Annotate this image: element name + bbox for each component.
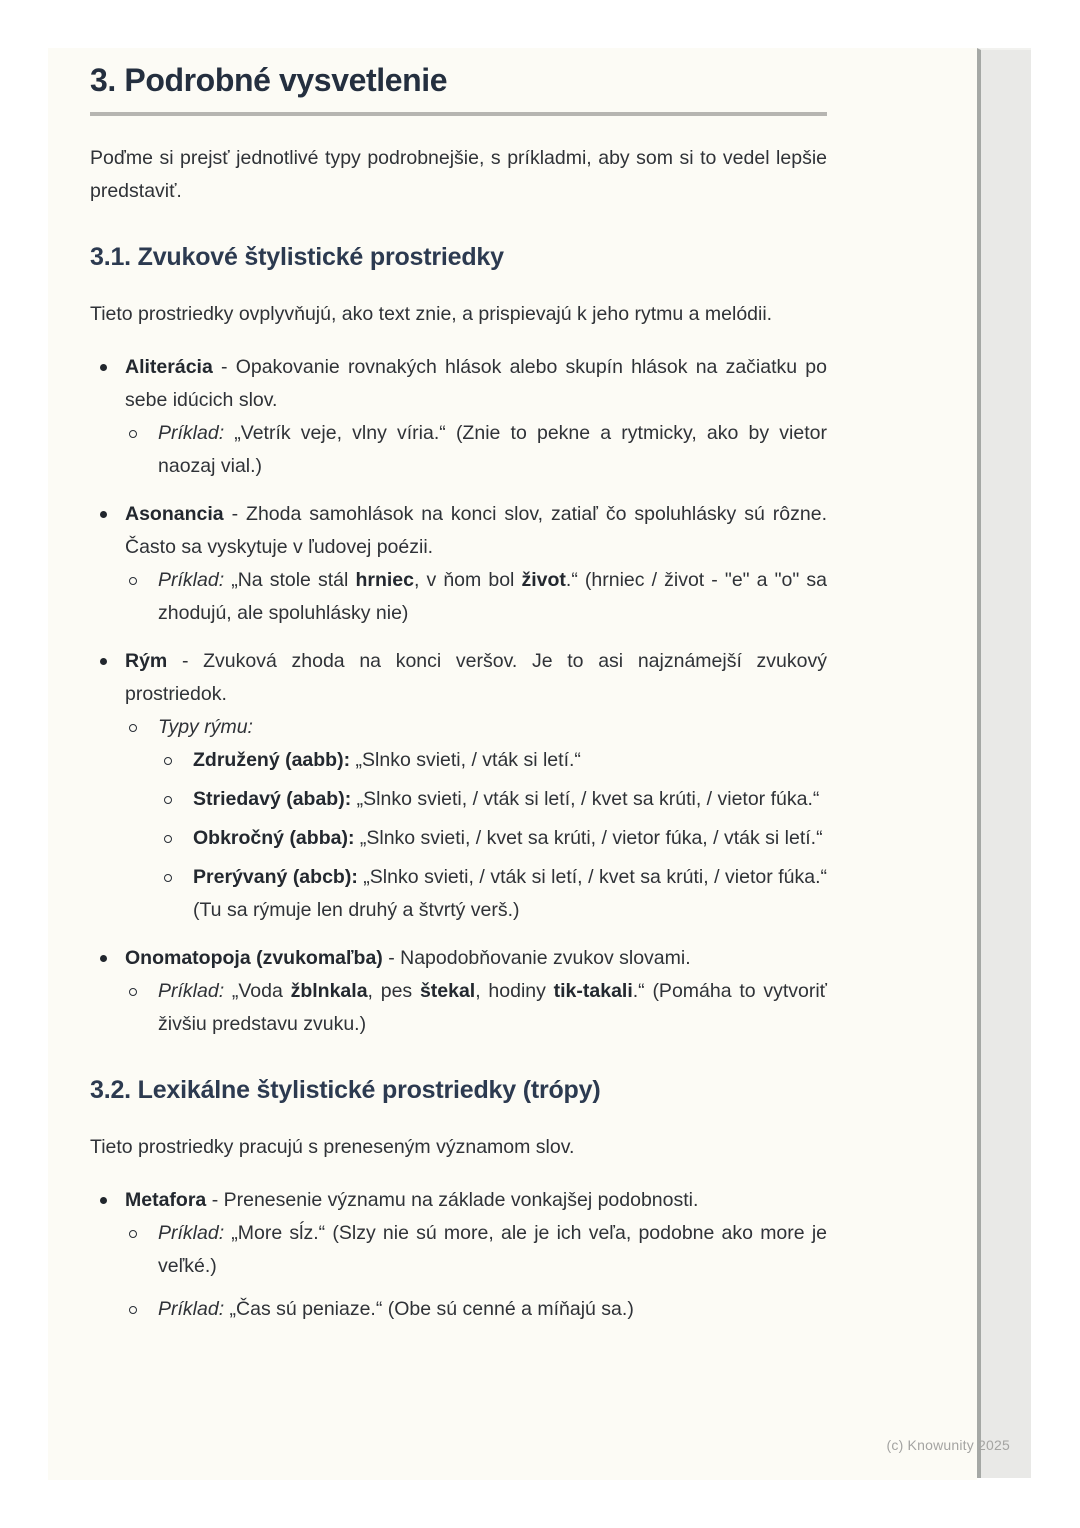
text-segment: Združený (aabb):: [193, 749, 351, 771]
text-segment: - Opakovanie rovnakých hlások alebo skupín hlások na začiatku po sebe idúcich slov.: [125, 356, 827, 411]
list-item: [158, 822, 827, 855]
text-segment: - Napodobňovanie zvukov slovami.: [382, 947, 691, 969]
bullet-list-level-2: [125, 1217, 827, 1326]
bullet-list-level-1: [90, 1184, 827, 1326]
text-segment: život: [521, 569, 566, 591]
page-edge-strip: [977, 48, 1031, 1478]
watermark: (c) Knowunity 2025: [886, 1437, 1010, 1453]
text-segment: Onomatopoja (zvukomaľba): [125, 947, 383, 969]
text-segment: „Čas sú peniaze.“ (Obe sú cenné a míňajú sa.): [224, 1298, 634, 1320]
list-item: [125, 1293, 827, 1326]
text-segment: „Slnko svieti, / vták si letí, / kvet sa krúti, / vietor fúka.“ (Tu sa rýmuje len druhý a štvrtý verš.): [193, 866, 827, 921]
bullet-list-level-2: [125, 975, 827, 1041]
section-3-1: [90, 240, 827, 1041]
intro-paragraph: Poďme si prejsť jednotlivé typy podrobnejšie, s príkladmi, aby som si to vedel lepšie predstaviť.: [90, 147, 827, 202]
list-item: [90, 351, 827, 483]
text-segment: Príklad:: [158, 1222, 225, 1244]
text-segment: Prerývaný (abcb):: [193, 866, 358, 888]
text-segment: Príklad:: [158, 569, 225, 591]
page-title: 3. Podrobné vysvetlenie: [90, 62, 448, 98]
bullet-list-level-3: [158, 744, 827, 927]
list-item: [158, 744, 827, 777]
text-segment: - Zhoda samohlások na konci slov, zatiaľ čo spoluhlásky sú rôzne. Často sa vyskytuje v ľudovej poézii.: [125, 503, 827, 558]
text-segment: hrniec: [355, 569, 414, 591]
section-3-1-list-container: [90, 351, 827, 1041]
text-segment: - Zvuková zhoda na konci veršov. Je to asi najznámejší zvukový prostriedok.: [125, 650, 827, 705]
text-segment: Obkročný (abba):: [193, 827, 355, 849]
text-segment: štekal: [419, 980, 476, 1002]
list-item: [158, 861, 827, 927]
text-segment: .“ (Pomáha to vytvoriť živšiu predstavu zvuku.): [158, 980, 827, 1035]
bullet-list-level-2: [125, 711, 827, 927]
text-segment: Príklad:: [158, 1298, 225, 1320]
list-item: [90, 498, 827, 630]
section-3-1-title: 3.1. Zvukové štylistické prostriedky: [90, 243, 504, 271]
text-segment: „Voda: [224, 980, 291, 1002]
section-3-2: [90, 1073, 827, 1326]
bullet-list-level-2: [125, 564, 827, 630]
text-segment: , pes: [367, 980, 420, 1002]
list-item: [125, 417, 827, 483]
text-segment: Striedavý (abab):: [193, 788, 352, 810]
text-segment: , hodiny: [475, 980, 554, 1002]
text-segment: „Slnko svieti, / vták si letí, / kvet sa krúti, / vietor fúka.“: [351, 788, 820, 810]
list-item: [90, 942, 827, 1041]
list-item: [125, 564, 827, 630]
text-segment: Typy rýmu:: [158, 716, 253, 738]
list-item: [125, 975, 827, 1041]
section-3-1-intro: Tieto prostriedky ovplyvňujú, ako text znie, a prispievajú k jeho rytmu a melódii.: [90, 303, 773, 325]
text-segment: Rým: [125, 650, 168, 672]
text-segment: „More sĺz.“ (Slzy nie sú more, ale je ich veľa, podobne ako more je veľké.): [158, 1222, 827, 1277]
list-item: [125, 1217, 827, 1283]
bullet-list-level-1: [90, 351, 827, 1041]
text-segment: Metafora: [125, 1189, 207, 1211]
text-segment: Príklad:: [158, 422, 225, 444]
text-segment: Asonancia: [125, 503, 224, 525]
text-segment: - Prenesenie významu na základe vonkajšej podobnosti.: [206, 1189, 699, 1211]
text-segment: tik-takali: [553, 980, 633, 1002]
list-item: [90, 645, 827, 927]
section-3-2-intro: Tieto prostriedky pracujú s preneseným významom slov.: [90, 1136, 575, 1158]
title-divider: [90, 112, 827, 116]
text-segment: Aliterácia: [125, 356, 213, 378]
list-item: [158, 783, 827, 816]
list-item: [90, 1184, 827, 1326]
text-segment: „Vetrík veje, vlny víria.“ (Znie to pekne a rytmicky, ako by vietor naozaj vial.): [158, 422, 827, 477]
text-segment: , v ňom bol: [413, 569, 522, 591]
text-segment: Príklad:: [158, 980, 225, 1002]
section-3-2-title: 3.2. Lexikálne štylistické prostriedky (trópy): [90, 1076, 601, 1104]
bullet-list-level-2: [125, 417, 827, 483]
list-item: [125, 711, 827, 927]
text-segment: žblnkala: [290, 980, 368, 1002]
text-segment: .“ (hrniec / život - "e" a "o" sa zhodujú, ale spoluhlásky nie): [158, 569, 827, 624]
text-segment: „Slnko svieti, / kvet sa krúti, / vietor fúka, / vták si letí.“: [354, 827, 823, 849]
text-segment: „Na stole stál: [224, 569, 356, 591]
section-3-2-list-container: [90, 1184, 827, 1326]
text-segment: „Slnko svieti, / vták si letí.“: [350, 749, 581, 771]
document-page: [48, 48, 977, 1480]
